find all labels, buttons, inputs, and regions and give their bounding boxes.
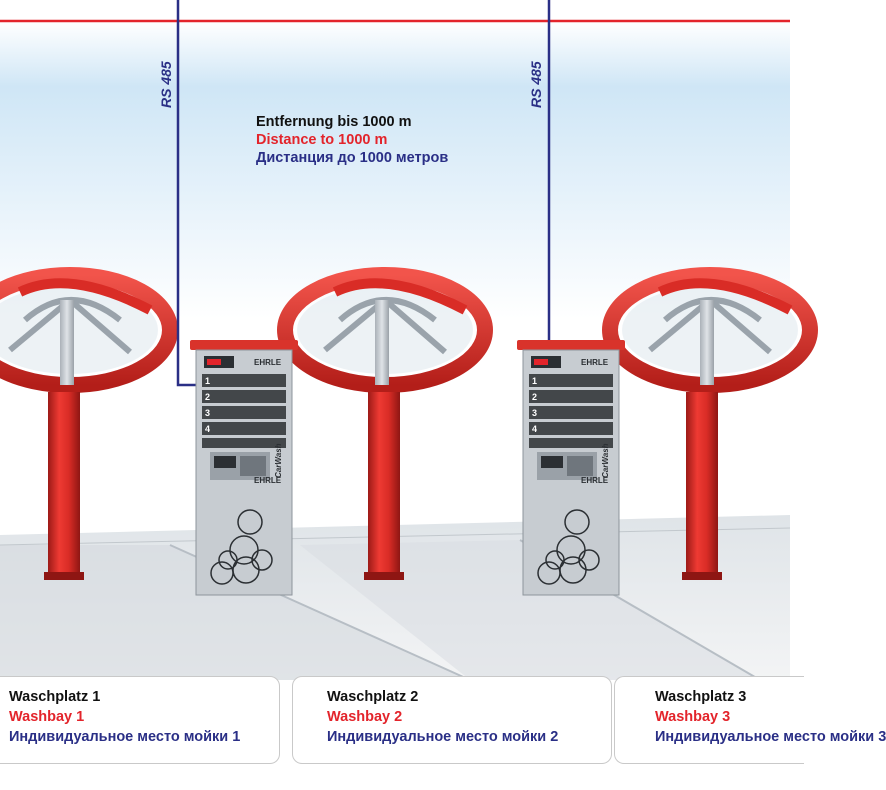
- terminal-1-brand-lower: EHRLE: [254, 476, 282, 485]
- washbay-3-de: Waschplatz 3: [655, 689, 747, 705]
- distance-en: Distance to 1000 m: [256, 132, 388, 148]
- distance-ru: Дистанция до 1000 метров: [256, 150, 449, 166]
- rs485-label-1: RS 485: [158, 61, 174, 108]
- terminal-2-brand: EHRLE: [581, 358, 609, 367]
- washbay-3-ru: Индивидуальное место мойки 3: [655, 729, 886, 745]
- distance-note: [256, 113, 448, 167]
- washbay-2-ru: Индивидуальное место мойки 2: [327, 729, 559, 745]
- terminal-2-product: CarWash: [601, 443, 610, 478]
- terminal-1-brand: EHRLE: [254, 358, 282, 367]
- terminal-1-button-1: 1: [205, 376, 211, 386]
- washbay-3-en: Washbay 3: [655, 709, 731, 725]
- terminal-1-button-3: 3: [205, 408, 211, 418]
- washbay-1-en: Washbay 1: [9, 709, 85, 725]
- washbay-box-3: [614, 676, 886, 764]
- washbay-box-1: [0, 676, 280, 764]
- terminal-2-button-1: 1: [532, 376, 538, 386]
- rs485-label-2: RS 485: [528, 61, 544, 108]
- terminal-1-button-2: 2: [205, 392, 211, 402]
- terminal-2-brand-lower: EHRLE: [581, 476, 609, 485]
- washbay-2-en: Washbay 2: [327, 709, 403, 725]
- distance-de: Entfernung bis 1000 m: [256, 114, 412, 130]
- terminal-2-button-3: 3: [532, 408, 538, 418]
- terminal-2-button-2: 2: [532, 392, 538, 402]
- terminal-2-button-4: 4: [532, 424, 538, 434]
- terminal-1-product: CarWash: [274, 443, 283, 478]
- washbay-1-ru: Индивидуальное место мойки 1: [9, 729, 241, 745]
- terminal-1-button-4: 4: [205, 424, 211, 434]
- washbay-1-de: Waschplatz 1: [9, 689, 101, 705]
- washbay-box-2: [292, 676, 612, 764]
- washbay-2-de: Waschplatz 2: [327, 689, 419, 705]
